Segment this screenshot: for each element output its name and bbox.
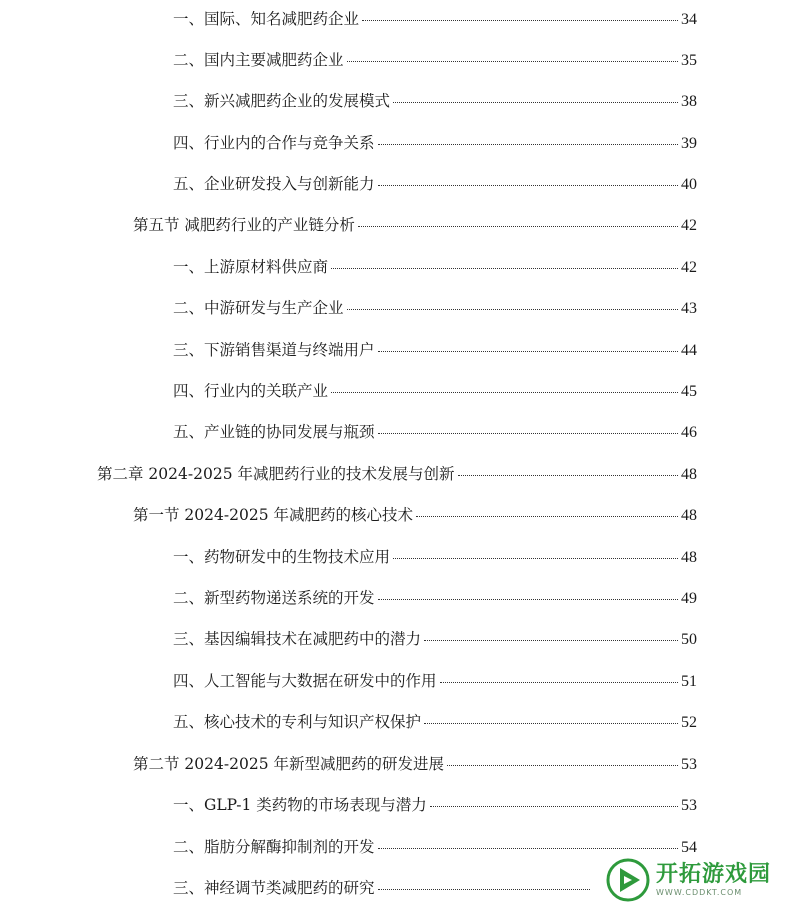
dot-leader <box>393 558 678 559</box>
dot-leader <box>458 475 679 476</box>
toc-entry <box>173 794 697 817</box>
toc-entry <box>173 421 697 444</box>
toc-page-number: 38 <box>681 93 697 110</box>
site-logo-icon <box>606 858 650 902</box>
toc-entry-label: 第二节 2024-2025 年新型减肥药的研发进展 <box>133 755 444 773</box>
toc-entry-label: 三、神经调节类减肥药的研究 <box>173 879 375 897</box>
toc-section-entry <box>133 504 697 527</box>
toc-entry <box>173 670 697 693</box>
dot-leader <box>378 889 590 890</box>
watermark-url: WWW.CDDKT.COM <box>656 888 743 897</box>
toc-entry-label: 五、核心技术的专利与知识产权保护 <box>173 713 422 731</box>
toc-entry-label: 二、国内主要减肥药企业 <box>173 51 344 69</box>
dot-leader <box>331 392 678 393</box>
toc-page-number: 48 <box>681 507 697 524</box>
toc-entry <box>173 628 697 651</box>
toc-page-number: 49 <box>681 590 697 607</box>
toc-entry-label: 一、国际、知名减肥药企业 <box>173 10 360 28</box>
dot-leader <box>440 682 678 683</box>
toc-entry-label: 一、上游原材料供应商 <box>173 258 329 276</box>
toc-page-number: 54 <box>681 839 697 856</box>
watermark <box>606 858 771 902</box>
toc-page-number: 50 <box>681 631 697 648</box>
toc-entry <box>173 90 697 113</box>
dot-leader <box>416 516 678 517</box>
dot-leader <box>347 309 678 310</box>
toc-entry-label: 第五节 减肥药行业的产业链分析 <box>133 216 355 234</box>
toc-entry <box>173 339 697 362</box>
dot-leader <box>378 351 678 352</box>
toc-entry <box>173 49 697 72</box>
toc-page-number: 53 <box>681 756 697 773</box>
toc-page-number: 42 <box>681 259 697 276</box>
toc-section-entry <box>133 214 697 237</box>
toc-page-number: 40 <box>681 176 697 193</box>
toc-page-number: 48 <box>681 466 697 483</box>
toc-entry-label: 一、GLP-1 类药物的市场表现与潜力 <box>173 796 427 814</box>
toc-page-number: 53 <box>681 797 697 814</box>
toc-page-number: 48 <box>681 549 697 566</box>
dot-leader <box>378 848 678 849</box>
toc-page-number: 35 <box>681 52 697 69</box>
toc-entry <box>173 297 697 320</box>
watermark-title: 开拓游戏园 <box>656 862 772 887</box>
toc-entry <box>173 380 697 403</box>
toc-page-number: 46 <box>681 424 697 441</box>
toc-entry-label: 三、基因编辑技术在减肥药中的潜力 <box>173 630 422 648</box>
toc-entry <box>173 132 697 155</box>
dot-leader <box>430 806 678 807</box>
toc-page-number: 44 <box>681 342 697 359</box>
toc-page-number: 51 <box>681 673 697 690</box>
dot-leader <box>358 226 678 227</box>
toc-entry <box>173 546 697 569</box>
toc-entry <box>173 836 697 859</box>
toc-entry-label: 三、下游销售渠道与终端用户 <box>173 341 375 359</box>
toc-entry-label: 四、行业内的关联产业 <box>173 382 329 400</box>
toc-entry <box>173 587 697 610</box>
dot-leader <box>393 102 678 103</box>
dot-leader <box>424 640 678 641</box>
toc-entry <box>173 711 697 734</box>
toc-section-entry <box>133 753 697 776</box>
dot-leader <box>424 723 678 724</box>
toc-entry-label: 五、企业研发投入与创新能力 <box>173 175 375 193</box>
toc-entry <box>173 173 697 196</box>
dot-leader <box>347 61 678 62</box>
toc-page-number: 39 <box>681 135 697 152</box>
toc-entry-label: 一、药物研发中的生物技术应用 <box>173 548 391 566</box>
toc-entry-label: 四、行业内的合作与竞争关系 <box>173 134 375 152</box>
toc-page-number: 52 <box>681 714 697 731</box>
dot-leader <box>378 185 678 186</box>
toc-entry-label: 二、新型药物递送系统的开发 <box>173 589 375 607</box>
toc-page-number: 45 <box>681 383 697 400</box>
dot-leader <box>378 433 678 434</box>
dot-leader <box>378 599 678 600</box>
toc-page-number: 43 <box>681 300 697 317</box>
dot-leader <box>362 20 678 21</box>
toc-entry-label: 二、脂肪分解酶抑制剂的开发 <box>173 838 375 856</box>
toc-entry-label: 四、人工智能与大数据在研发中的作用 <box>173 672 437 690</box>
toc-entry-label: 三、新兴减肥药企业的发展模式 <box>173 92 391 110</box>
toc-page-number: 42 <box>681 217 697 234</box>
toc-entry-label: 二、中游研发与生产企业 <box>173 299 344 317</box>
toc-chapter-entry <box>97 463 697 486</box>
dot-leader <box>447 765 678 766</box>
dot-leader <box>378 144 678 145</box>
toc-entry <box>173 877 593 899</box>
toc-entry <box>173 256 697 279</box>
toc-entry-label: 第一节 2024-2025 年减肥药的核心技术 <box>133 506 413 524</box>
toc-page-number: 34 <box>681 11 697 28</box>
toc-entry-label: 第二章 2024-2025 年减肥药行业的技术发展与创新 <box>97 465 455 483</box>
toc-entry-label: 五、产业链的协同发展与瓶颈 <box>173 423 375 441</box>
dot-leader <box>331 268 678 269</box>
toc-entry <box>173 8 697 31</box>
